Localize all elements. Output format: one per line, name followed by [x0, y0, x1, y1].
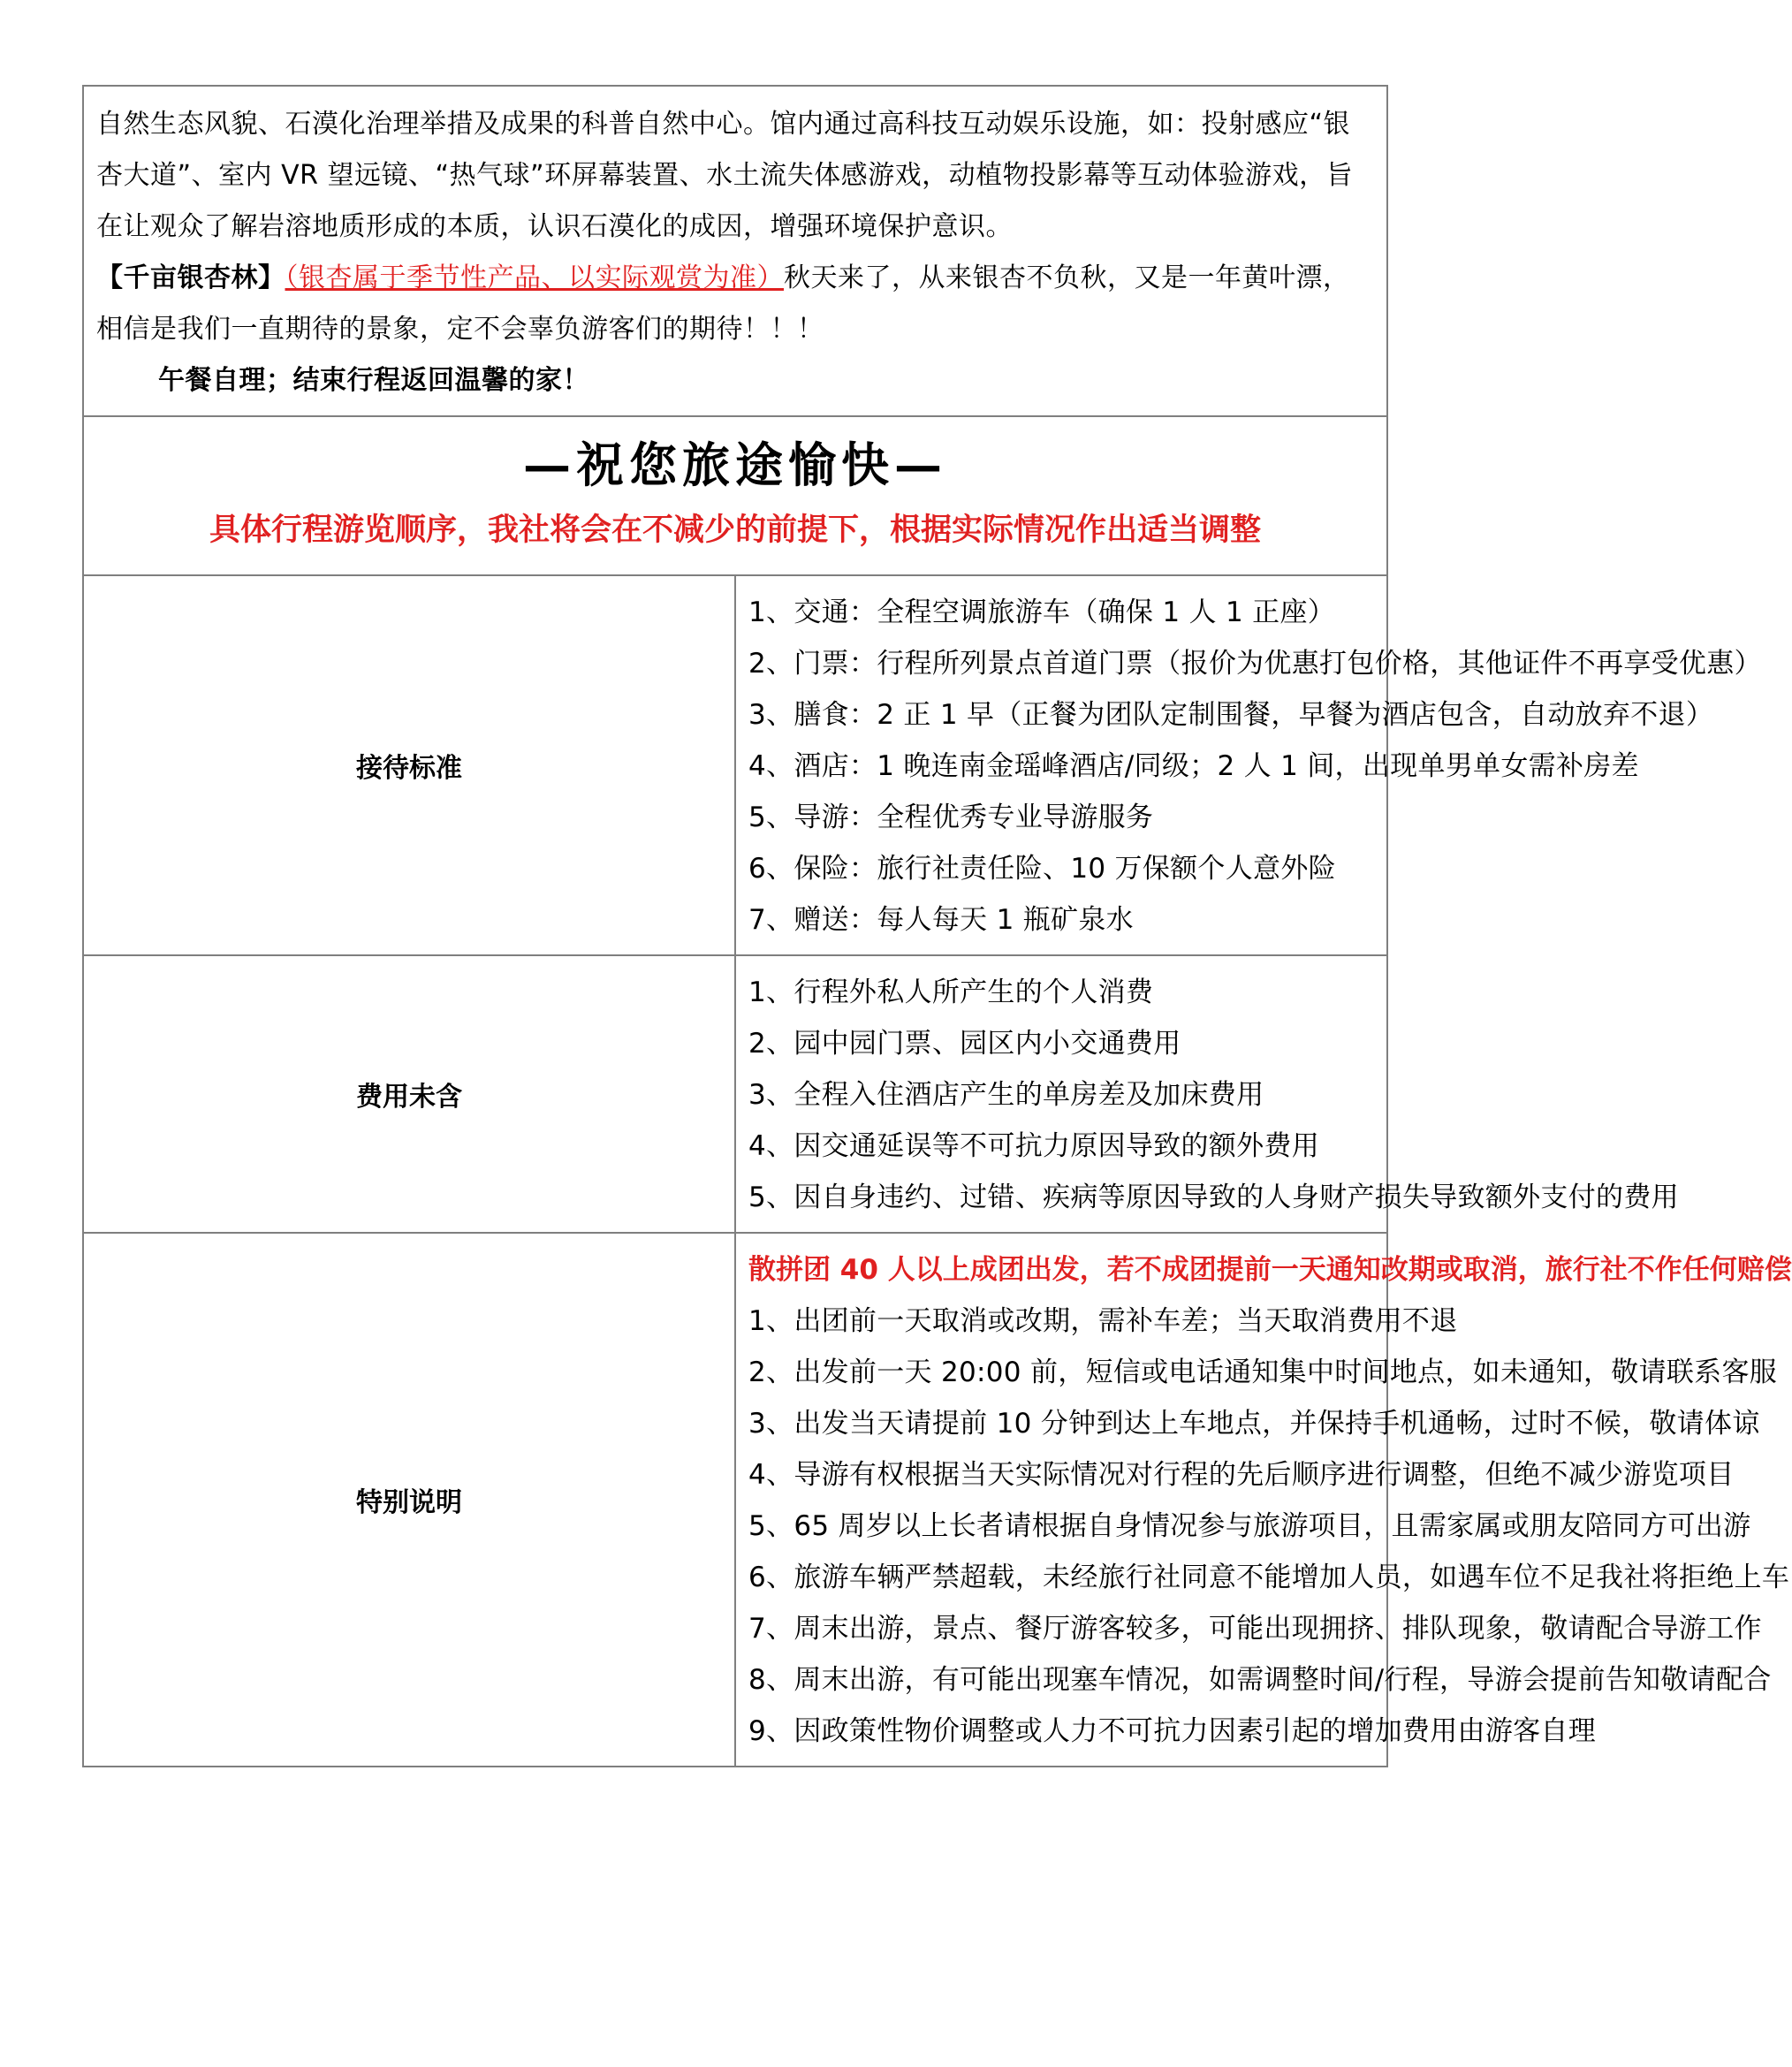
ginkgo-paragraph: [96, 253, 1372, 355]
section-row-special: [83, 1233, 1387, 1767]
list-item: 8、周末出游，有可能出现塞车情况，如需调整时间/行程，导游会提前告知敬请配合: [748, 1664, 1772, 1696]
list-item: 3、出发当天请提前 10 分钟到达上车地点，并保持手机通畅，过时不候，敬请体谅: [748, 1408, 1760, 1440]
list-item: 9、因政策性物价调整或人力不可抗力因素引起的增加费用由游客自理: [748, 1715, 1597, 1747]
ginkgo-season-note: （银杏属于季节性产品、以实际观赏为准）: [285, 262, 784, 293]
list-item: 3、膳食：2 正 1 早（正餐为团队定制围餐，早餐为酒店包含，自动放弃不退）: [748, 699, 1714, 731]
intro-cell: [83, 86, 1387, 416]
section-label: 费用未含: [83, 955, 735, 1233]
ginkgo-title: 【千亩银杏林】: [96, 262, 285, 293]
list-item: 3、全程入住酒店产生的单房差及加床费用: [748, 1079, 1264, 1111]
list-item: 1、行程外私人所产生的个人消费: [748, 977, 1154, 1008]
list-item: 2、园中园门票、园区内小交通费用: [748, 1028, 1181, 1060]
list-item: 7、周末出游，景点、餐厅游客较多，可能出现拥挤、排队现象，敬请配合导游工作: [748, 1613, 1762, 1645]
lunch-note: 午餐自理；结束行程返回温馨的家！: [158, 365, 589, 396]
blessing-title: —祝您旅途愉快—: [523, 437, 947, 493]
list-item: 4、导游有权根据当天实际情况对行程的先后顺序进行调整，但绝不减少游览项目: [748, 1459, 1735, 1491]
section-items: [735, 575, 1762, 955]
blessing-cell: [83, 416, 1387, 575]
itinerary-page: [82, 85, 1792, 1767]
section-label: 特别说明: [83, 1233, 735, 1767]
list-item: 4、酒店：1 晚连南金瑶峰酒店/同级；2 人 1 间，出现单男单女需补房差: [748, 750, 1639, 782]
intro-paragraph: 自然生态风貌、石漠化治理举措及成果的科普自然中心。馆内通过高科技互动娱乐设施，如：投射感应“银杏大道”、室内 VR 望远镜、“热气球”环屏幕装置、水土流失体感游戏，动植物投影幕等互动体验游戏，旨在让观众了解岩溶地质形成的本质，认识石漠化的成因，增强环境保护意识。: [96, 109, 1354, 242]
list-item: 6、旅游车辆严禁超载，未经旅行社同意不能增加人员，如遇车位不足我社将拒绝上车: [748, 1562, 1790, 1593]
ginkgo-text: 秋天来了，从来银杏不负秋，又是一年黄叶漂，相信是我们一直期待的景象，定不会辜负游客们的期待！！！: [96, 262, 1350, 345]
list-item: 4、因交通延误等不可抗力原因导致的额外费用: [748, 1130, 1320, 1162]
section-row-reception: [83, 575, 1387, 955]
list-item: 5、导游：全程优秀专业导游服务: [748, 802, 1154, 833]
list-item: 1、交通：全程空调旅游车（确保 1 人 1 正座）: [748, 597, 1336, 628]
list-item: 1、出团前一天取消或改期，需补车差；当天取消费用不退: [748, 1305, 1458, 1337]
list-item: 6、保险：旅行社责任险、10 万保额个人意外险: [748, 853, 1336, 885]
section-row-excluded: [83, 955, 1387, 1233]
list-item: 2、出发前一天 20:00 前，短信或电话通知集中时间地点，如未通知，敬请联系客服: [748, 1356, 1778, 1388]
schedule-notice: 具体行程游览顺序，我社将会在不减少的前提下，根据实际情况作出适当调整: [209, 513, 1261, 548]
intro-row: [83, 86, 1387, 416]
list-item: 2、门票：行程所列景点首道门票（报价为优惠打包价格，其他证件不再享受优惠）: [748, 648, 1762, 680]
section-items: [735, 1233, 1792, 1767]
itinerary-table: [82, 85, 1792, 1767]
list-item: 7、赠送：每人每天 1 瓶矿泉水: [748, 904, 1134, 936]
list-item: 5、65 周岁以上长者请根据自身情况参与旅游项目，且需家属或朋友陪同方可出游: [748, 1510, 1751, 1542]
group-size-notice: 散拼团 40 人以上成团出发，若不成团提前一天通知改期或取消，旅行社不作任何赔偿: [748, 1254, 1792, 1286]
list-item: 5、因自身违约、过错、疾病等原因导致的人身财产损失导致额外支付的费用: [748, 1182, 1679, 1213]
section-label: 接待标准: [83, 575, 735, 955]
section-items: [735, 955, 1679, 1233]
blessing-row: [83, 416, 1387, 575]
